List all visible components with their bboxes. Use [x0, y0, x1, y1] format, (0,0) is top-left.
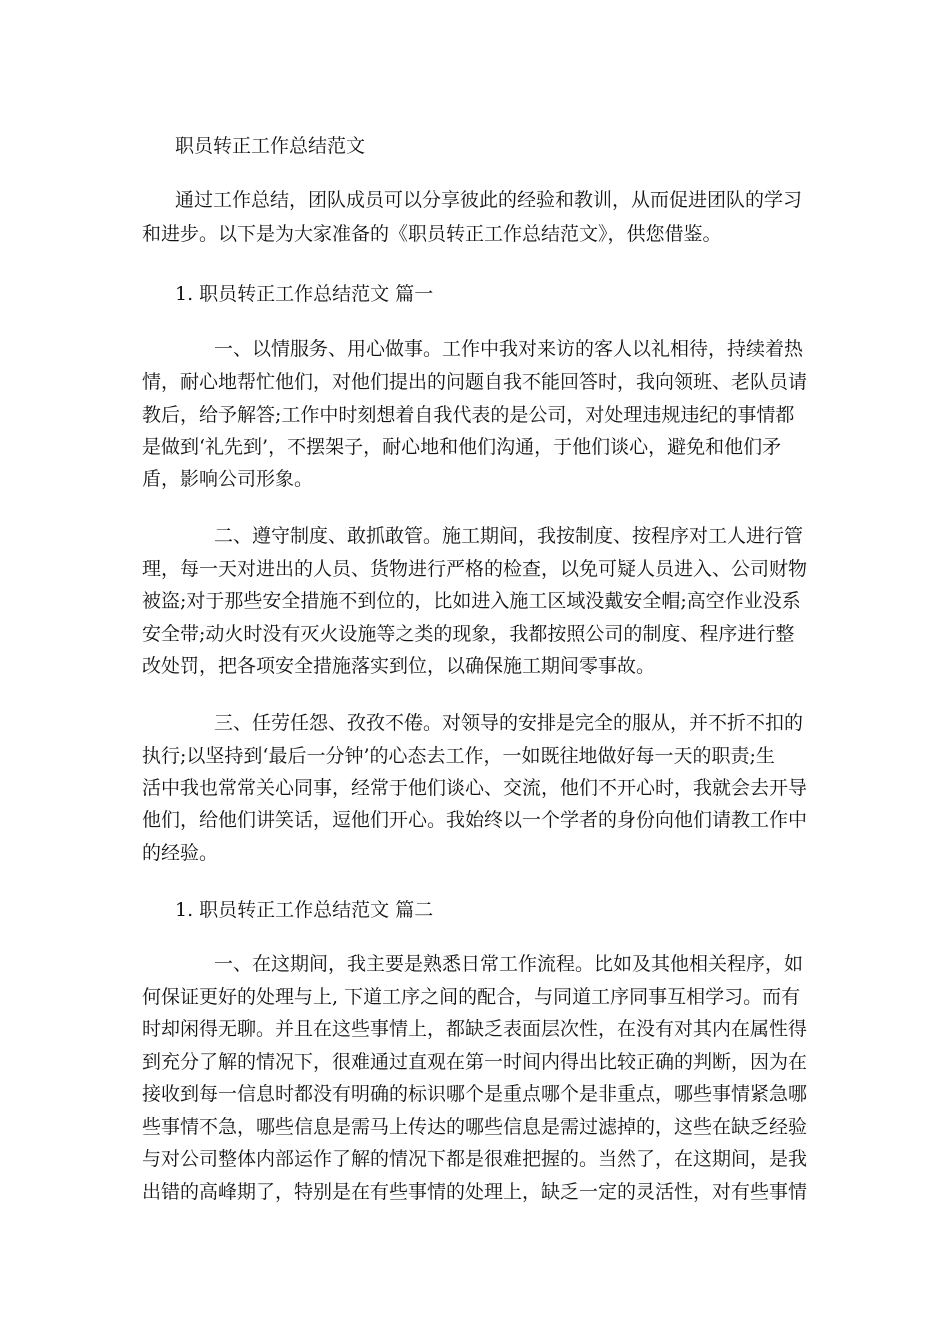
paragraph-line: 一、在这期间，我主要是熟悉日常工作流程。比如及其他相关程序，如 [214, 953, 804, 975]
paragraph-line: 三、任劳任怨、孜孜不倦。对领导的安排是完全的服从，并不折不扣的 [214, 712, 804, 734]
paragraph-line: 安全带;动火时没有灭火设施等之类的现象，我都按照公司的制度、程序进行整 [142, 623, 795, 645]
paragraph-line: 改处罚，把各项安全措施落实到位，以确保施工期间零事故。 [142, 655, 656, 677]
intro-line: 通过工作总结，团队成员可以分享彼此的经验和教训，从而促进团队的学习 [175, 189, 803, 211]
paragraph-line: 他们，给他们讲笑话，逗他们开心。我始终以一个学者的身份向他们请教工作中 [142, 809, 808, 831]
paragraph-line: 些事情不急，哪些信息是需马上传达的哪些信息是需过滤掉的，这些在缺乏经验 [142, 1116, 808, 1138]
paragraph-line: 二、遵守制度、敢抓敢管。施工期间，我按制度、按程序对工人进行管 [214, 525, 804, 547]
paragraph-line: 接收到每一信息时都没有明确的标识哪个是重点哪个是非重点，哪些事情紧急哪 [142, 1083, 808, 1105]
section-heading: 1. 职员转正工作总结范文 篇一 [175, 283, 434, 305]
paragraph-line: 与对公司整体内部运作了解的情况下都是很难把握的。当然了，在这期间，是我 [142, 1148, 808, 1170]
paragraph-line: 活中我也常常关心同事，经常于他们谈心、交流，他们不开心时，我就会去开导 [142, 777, 808, 799]
paragraph-line: 是做到‘礼先到’，不摆架子，耐心地和他们沟通，于他们谈心，避免和他们矛 [142, 436, 782, 458]
paragraph-line: 出错的高峰期了，特别是在有些事情的处理上，缺乏一定的灵活性，对有些事情 [142, 1181, 808, 1203]
paragraph-line: 执行;以坚持到‘最后一分钟’的心态去工作，一如既往地做好每一天的职责;生 [142, 745, 775, 767]
paragraph-line: 何保证更好的处理与上, 下道工序之间的配合，与同道工序同事互相学习。而有 [142, 986, 801, 1008]
paragraph-line: 一、以情服务、用心做事。工作中我对来访的客人以礼相待，持续着热 [214, 338, 804, 360]
intro-line: 和进步。以下是为大家准备的《职员转正工作总结范文》，供您借鉴。 [142, 223, 722, 245]
paragraph-line: 理，每一天对进出的人员、货物进行严格的检查，以免可疑人员进入、公司财物 [142, 558, 808, 580]
section-heading: 1. 职员转正工作总结范文 篇二 [175, 899, 434, 921]
document-title: 职员转正工作总结范文 [175, 135, 366, 157]
paragraph-line: 到充分了解的情况下，很难通过直观在第一时间内得出比较正确的判断，因为在 [142, 1051, 808, 1073]
paragraph-line: 盾，影响公司形象。 [142, 468, 314, 490]
paragraph-line: 情，耐心地帮忙他们，对他们提出的问题自我不能回答时，我向领班、老队员请 [142, 371, 808, 393]
paragraph-line: 的经验。 [142, 842, 219, 864]
paragraph-line: 被盗;对于那些安全措施不到位的，比如进入施工区域没戴安全帽;高空作业没系 [142, 590, 801, 612]
paragraph-line: 教后，给予解答;工作中时刻想着自我代表的是公司，对处理违规违纪的事情都 [142, 404, 795, 426]
paragraph-line: 时却闲得无聊。并且在这些事情上，都缺乏表面层次性，在没有对其内在属性得 [142, 1018, 808, 1040]
